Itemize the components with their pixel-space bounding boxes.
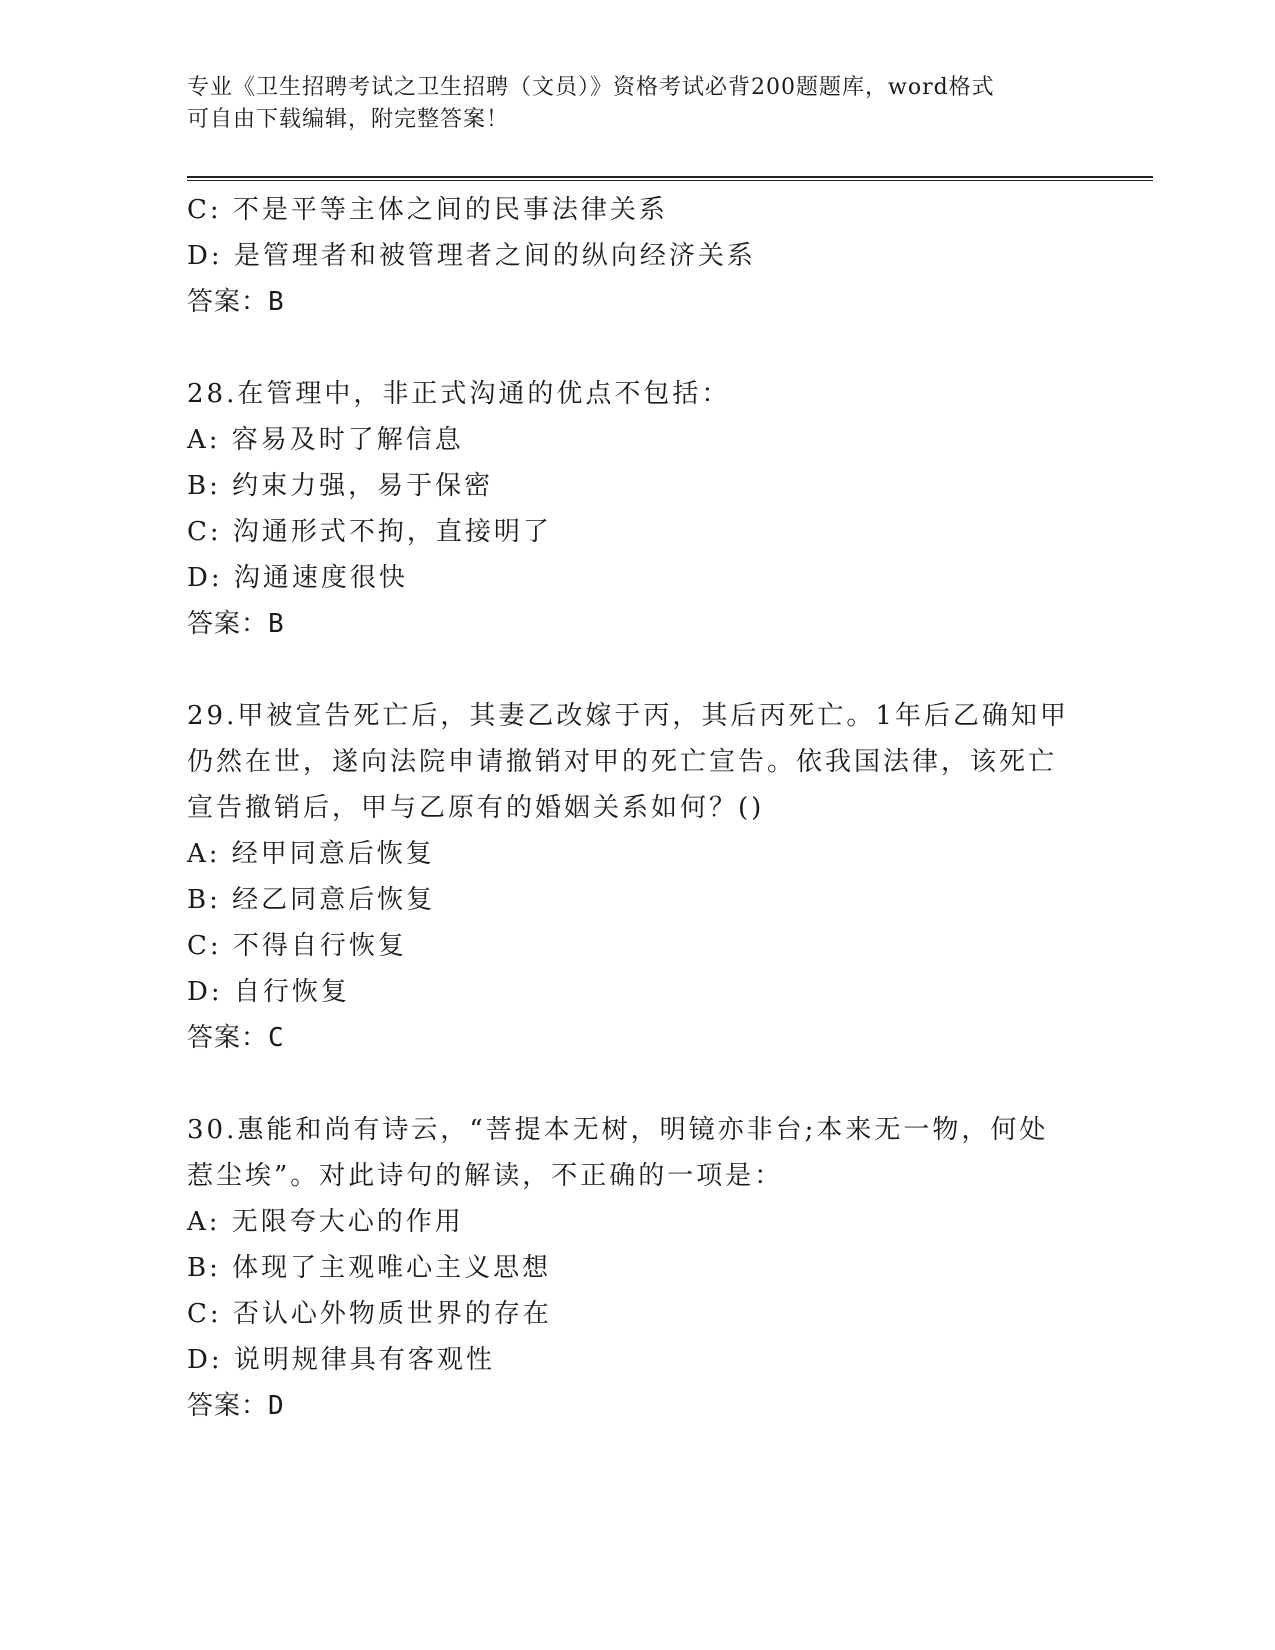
document-body (187, 187, 1067, 1429)
stem-line: 30.惠能和尚有诗云，“菩提本无树，明镜亦非台;本来无一物，何处 (187, 1115, 1049, 1145)
stem-line: 惹尘埃”。对此诗句的解读，不正确的一项是： (187, 1161, 784, 1191)
option-c: C: 沟通形式不拘，直接明了 (187, 517, 552, 547)
spacer (187, 325, 1067, 371)
option-b: B: 约束力强，易于保密 (187, 471, 494, 501)
spacer (187, 647, 1067, 693)
header-divider (187, 176, 1153, 181)
option-d: D: 说明规律具有客观性 (187, 1345, 495, 1375)
option-a: A: 经甲同意后恢复 (187, 839, 435, 869)
question-30-stem (187, 1107, 1067, 1199)
answer-line: 答案：D (187, 1391, 285, 1421)
header-line-1: 专业《卫生招聘考试之卫生招聘（文员）》资格考试必背200题题库，word格式 (187, 75, 995, 100)
option-a: A: 容易及时了解信息 (187, 425, 464, 455)
stem-line: 28.在管理中，非正式沟通的优点不包括： (187, 379, 731, 409)
option-d: D: 是管理者和被管理者之间的纵向经济关系 (187, 241, 756, 271)
question-28-stem (187, 371, 1067, 417)
option-c: C: 否认心外物质世界的存在 (187, 1299, 552, 1329)
stem-line: 仍然在世，遂向法院申请撤销对甲的死亡宣告。依我国法律，该死亡 (187, 747, 1058, 777)
option-b: B: 经乙同意后恢复 (187, 885, 436, 915)
option-c: C: 不得自行恢复 (187, 931, 407, 961)
answer-line: 答案：B (187, 609, 285, 639)
option-d: D: 自行恢复 (187, 977, 350, 1007)
page-header (187, 72, 1067, 136)
header-line-2: 可自由下载编辑，附完整答案！ (187, 107, 510, 132)
option-a: A: 无限夸大心的作用 (187, 1207, 464, 1237)
answer-line: 答案：B (187, 287, 285, 317)
stem-line: 宣告撤销后，甲与乙原有的婚姻关系如何？() (187, 793, 765, 823)
option-b: B: 体现了主观唯心主义思想 (187, 1253, 552, 1283)
option-c: C: 不是平等主体之间的民事法律关系 (187, 195, 668, 225)
answer-line: 答案：C (187, 1023, 285, 1053)
spacer (187, 1061, 1067, 1107)
option-d: D: 沟通速度很快 (187, 563, 408, 593)
question-29-stem (187, 693, 1067, 831)
stem-line: 29.甲被宣告死亡后，其妻乙改嫁于丙，其后丙死亡。1年后乙确知甲 (187, 701, 1069, 731)
